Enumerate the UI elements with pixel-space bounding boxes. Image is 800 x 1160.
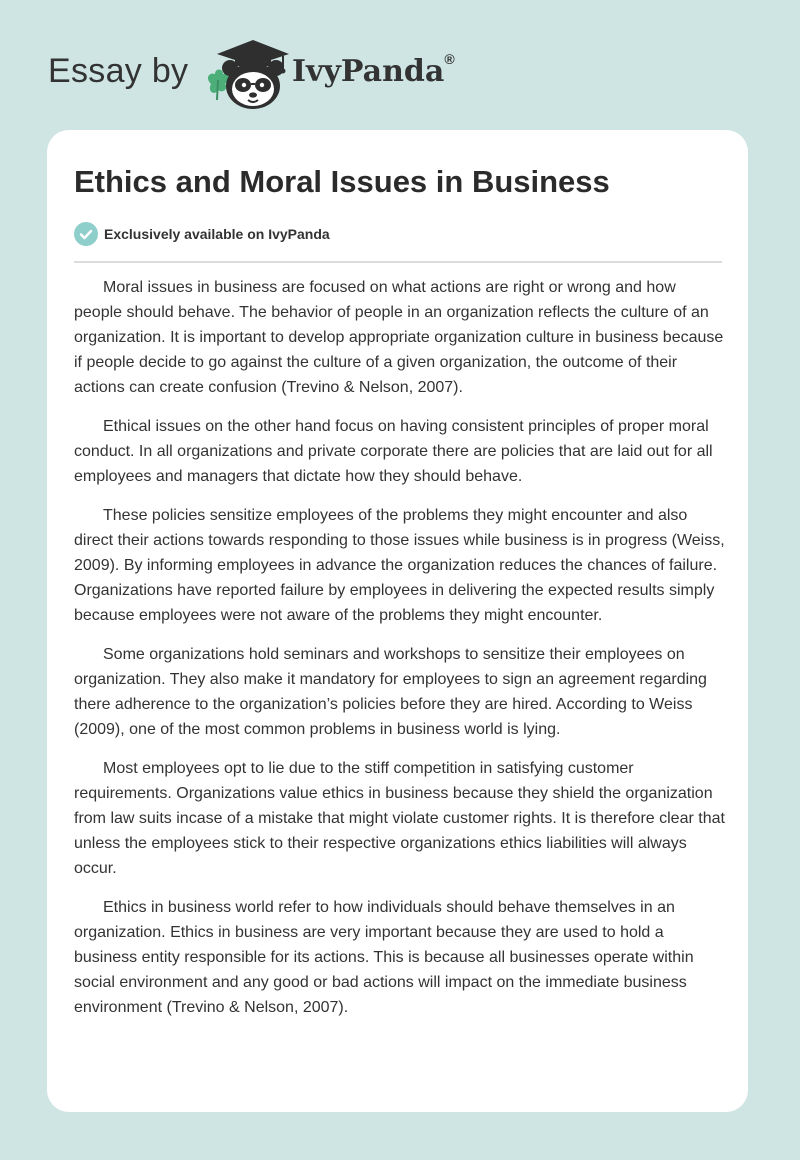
brand-label: IvyPanda (292, 54, 445, 89)
essay-card (47, 130, 748, 1112)
paragraph: These policies sensitize employees of the problems they might encounter and also direct their actions towards responding to those issues while business is in progress (Weiss, 2009). By informing employees in advance the organization reduces the chances of failure. Organizations have reported failure by employees in delivering the expected results simply because employees were not aware of the problems they might encounter. (74, 507, 725, 624)
paragraph: Moral issues in business are focused on what actions are right or wrong and how people should behave. The behavior of people in an organization reflects the culture of an organization. It is important to develop appropriate organization culture in business because if people decide to go against the culture of a given organization, the outcome of their actions can create confusion (Trevino & Nelson, 2007). (74, 279, 724, 396)
registered-mark: ® (444, 51, 455, 67)
paragraph: Ethical issues on the other hand focus on having consistent principles of proper moral conduct. In all organizations and private corporate there are policies that are laid out for all employees and managers that dictate how they should behave. (74, 418, 713, 485)
panda-logo-icon[interactable] (203, 34, 293, 112)
divider (74, 261, 722, 263)
page-title: Ethics and Moral Issues in Business (74, 164, 610, 199)
paragraph: Most employees opt to lie due to the stiff competition in satisfying customer requirements. Organizations value ethics in business because they shield the organization from law suits incase of a mistake that might violate customer rights. It is therefore clear that unless the employees stick to their respective organizations ethics liabilities will always occur. (74, 760, 725, 877)
paragraph: Some organizations hold seminars and workshops to sensitize their employees on organization. They also make it mandatory for employees to sign an agreement regarding there adherence to the organization’s policies before they are hired. According to Weiss (2009), one of the most common problems in business world is lying. (74, 646, 707, 738)
check-circle-icon (74, 222, 98, 246)
essay-by-label: Essay by (48, 52, 189, 90)
exclusive-badge (74, 221, 330, 247)
site-header (48, 34, 768, 114)
badge-label: Exclusively available on IvyPanda (104, 226, 330, 242)
essay-body (74, 275, 726, 1034)
brand-name[interactable] (292, 51, 455, 89)
paragraph: Ethics in business world refer to how individuals should behave themselves in an organization. Ethics in business are very important because they are used to hold a business entity responsible for its actions. This is because all businesses operate within social environment and any good or bad actions will impact on the immediate business environment (Trevino & Nelson, 2007). (74, 899, 694, 1016)
